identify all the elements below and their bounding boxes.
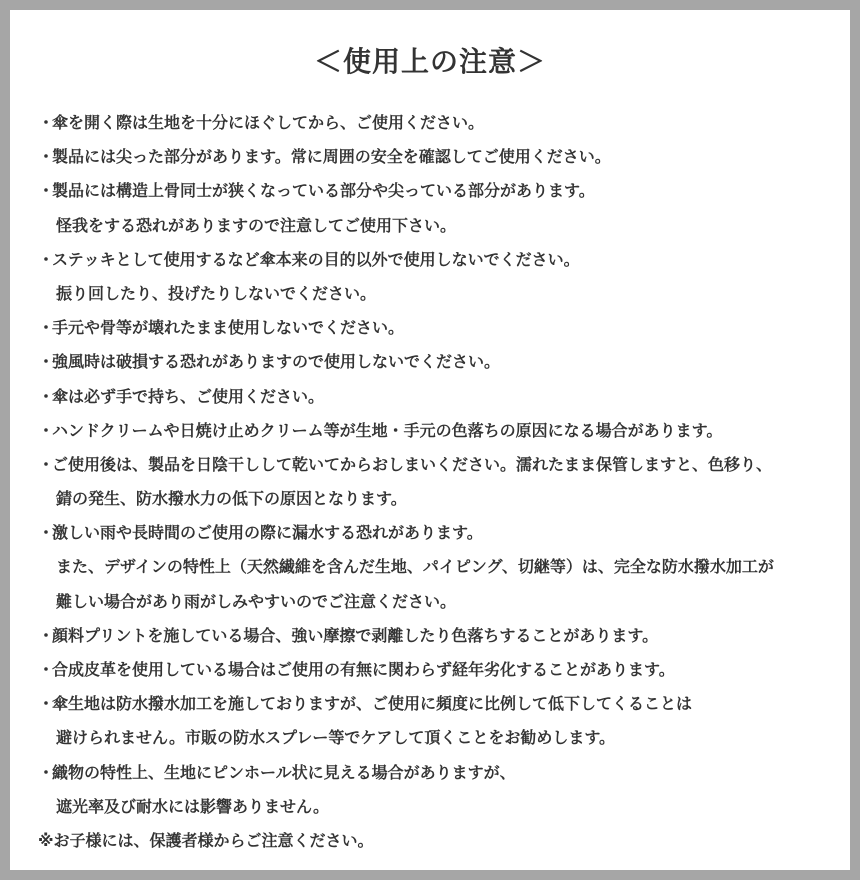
bullet-mark: ・ — [38, 386, 55, 406]
note-item — [38, 243, 853, 277]
note-text: 遮光率及び耐水には影響ありません。 — [56, 796, 329, 816]
bullet-mark: ・ — [38, 113, 55, 132]
bullet-mark: ・ — [38, 625, 55, 645]
bullet-mark: ・ — [38, 147, 55, 167]
note-text: 製品には尖った部分があります。常に周囲の安全を確認してご使用ください。 — [52, 147, 611, 167]
footnote-line — [38, 824, 853, 858]
note-continuation — [38, 550, 853, 584]
note-continuation — [38, 790, 853, 824]
note-text: 傘は必ず手で持ち、ご使用ください。 — [52, 386, 325, 406]
note-text: 製品には構造上骨同士が狭くなっている部分や尖っている部分があります。 — [52, 181, 595, 201]
note-item — [38, 516, 853, 550]
note-continuation — [38, 277, 853, 311]
note-text: また、デザインの特性上（天然繊維を含んだ生地、パイピング、切継等）は、完全な防水撥水加工が — [56, 557, 774, 577]
note-text: ご使用後は、製品を日陰干しして乾いてからおしまいください。濡れたまま保管しますと、色移り、 — [52, 454, 773, 474]
note-continuation — [38, 721, 853, 755]
note-item — [38, 380, 853, 414]
bullet-mark: ・ — [38, 420, 55, 440]
bullet-mark: ・ — [38, 762, 55, 782]
bullet-mark: ・ — [38, 694, 55, 714]
note-continuation — [38, 585, 853, 619]
note-continuation — [38, 209, 853, 243]
note-text: 怪我をする恐れがありますので注意してご使用下さい。 — [56, 215, 457, 235]
note-item — [38, 414, 853, 448]
bullet-mark: ・ — [38, 181, 55, 201]
note-text: 手元や骨等が壊れたまま使用しないでください。 — [52, 318, 405, 338]
note-text: ハンドクリームや日焼け止めクリーム等が生地・手元の色落ちの原因になる場合があります。 — [52, 420, 723, 440]
note-text: 激しい雨や長時間のご使用の際に漏水する恐れがあります。 — [52, 523, 483, 543]
note-text: 顔料プリントを施している場合、強い摩擦で剥離したり色落ちすることがあります。 — [52, 625, 659, 645]
note-item — [38, 345, 853, 379]
note-text: 傘を開く際は生地を十分にほぐしてから、ご使用ください。 — [52, 113, 485, 132]
note-item — [38, 174, 853, 208]
note-text: 振り回したり、投げたりしないでください。 — [56, 283, 377, 303]
note-text: 難しい場合があり雨がしみやすいのでご注意ください。 — [56, 591, 457, 611]
bullet-mark: ・ — [38, 523, 55, 543]
note-text: ※お子様には、保護者様からご注意ください。 — [38, 830, 374, 850]
note-text: 織物の特性上、生地にピンホール状に見える場合がありますが、 — [52, 762, 516, 782]
note-text: 避けられません。市販の防水スプレー等でケアして頂くことをお勧めします。 — [56, 728, 616, 748]
bullet-mark: ・ — [38, 249, 55, 269]
notes-list — [38, 106, 853, 858]
bullet-mark: ・ — [38, 454, 55, 474]
note-text: 錆の発生、防水撥水力の低下の原因となります。 — [56, 489, 407, 509]
note-text: 合成皮革を使用している場合はご使用の有無に関わらず経年劣化することがあります。 — [52, 660, 675, 679]
note-item — [38, 653, 853, 687]
note-item — [38, 106, 853, 140]
note-text: 強風時は破損する恐れがありますので使用しないでください。 — [52, 352, 501, 372]
note-continuation — [38, 482, 853, 516]
bullet-mark: ・ — [38, 660, 55, 679]
page-title: ＜使用上の注意＞ — [313, 45, 546, 78]
note-item — [38, 756, 853, 790]
note-text: ステッキとして使用するなど傘本来の目的以外で使用しないでください。 — [52, 249, 580, 269]
bullet-mark: ・ — [38, 352, 55, 372]
bullet-mark: ・ — [38, 318, 55, 338]
note-text: 傘生地は防水撥水加工を施しておりますが、ご使用に頻度に比例して低下してくることは — [52, 694, 693, 714]
note-item — [38, 448, 853, 482]
note-item — [38, 140, 853, 174]
note-item — [38, 687, 853, 721]
note-item — [38, 311, 853, 345]
note-item — [38, 619, 853, 653]
